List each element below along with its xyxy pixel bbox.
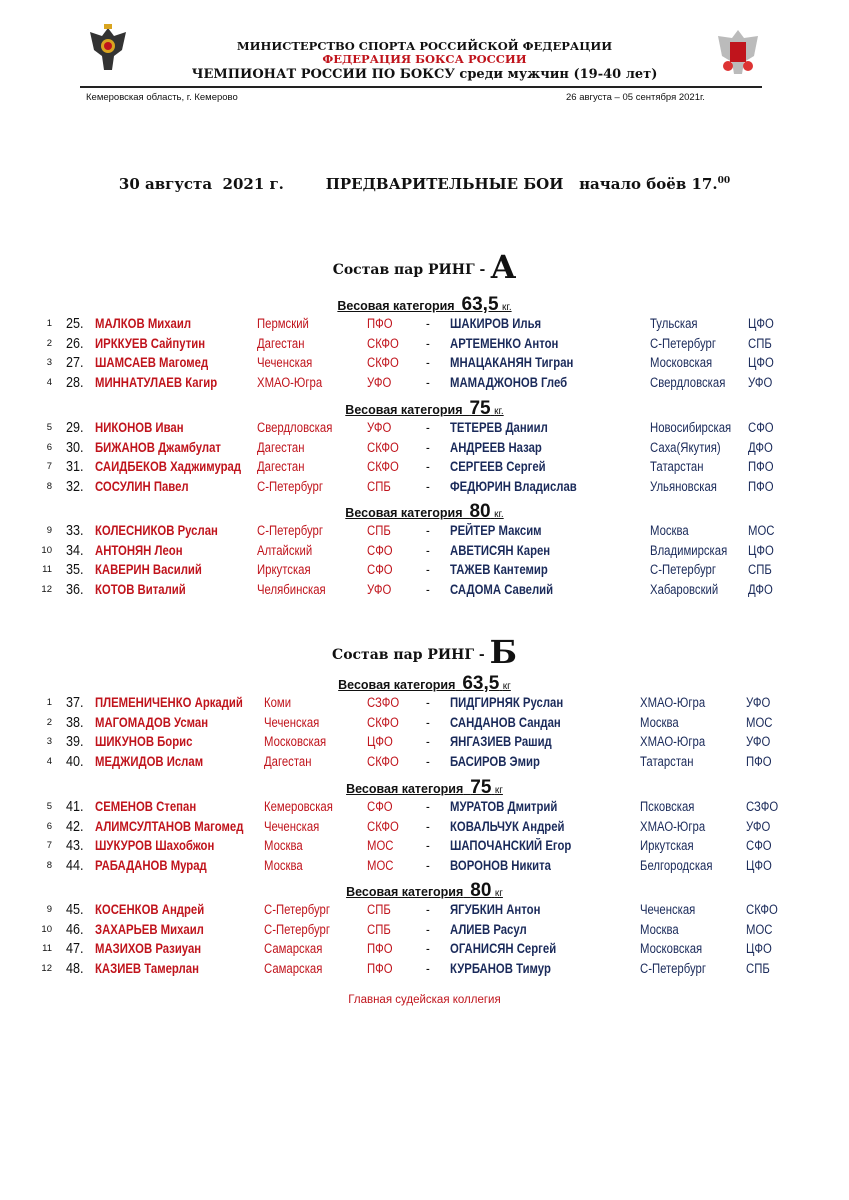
red-corner-district: СКФО <box>367 818 399 834</box>
row-index: 8 <box>46 859 52 871</box>
blue-corner-region: Псковская <box>640 799 695 814</box>
blue-corner-district: УФО <box>748 374 773 390</box>
red-corner-district: УФО <box>367 420 392 435</box>
bout-row <box>0 752 849 771</box>
bout-row <box>0 732 849 751</box>
red-corner-district: СКФО <box>367 714 399 730</box>
versus-dash: - <box>426 562 430 577</box>
blue-corner-district: УФО <box>746 734 771 749</box>
bout-row <box>0 856 849 875</box>
blue-corner-region: С-Петербург <box>650 335 716 351</box>
bout-row <box>0 580 849 599</box>
event-dates: 26 августа – 05 сентября 2021г. <box>566 92 705 103</box>
bout-number: 30. <box>66 438 84 456</box>
blue-corner-district: ПФО <box>748 478 774 494</box>
blue-corner-name: МУРАТОВ Дмитрий <box>450 799 558 814</box>
versus-dash: - <box>426 799 430 814</box>
blue-corner-name: МНАЦАКАНЯН Тигран <box>450 355 574 370</box>
category-unit: кг <box>494 785 503 796</box>
ring-letter: Б <box>489 633 517 671</box>
red-corner-region: Дагестан <box>257 439 305 455</box>
red-corner-name: КАЗИЕВ Тамерлан <box>95 960 199 976</box>
day-stage: ПРЕДВАРИТЕЛЬНЫЕ БОИ <box>325 175 564 193</box>
category-unit: кг. <box>494 406 504 417</box>
bout-number: 40. <box>66 752 84 770</box>
red-corner-name: ШУКУРОВ Шахобжон <box>95 838 215 853</box>
blue-corner-region: Московская <box>650 355 713 370</box>
bout-number: 38. <box>66 713 84 731</box>
blue-corner-district: СКФО <box>746 902 778 917</box>
blue-corner-name: ЯНГАЗИЕВ Рашид <box>450 734 552 749</box>
versus-dash: - <box>426 753 430 769</box>
versus-dash: - <box>426 941 430 956</box>
bout-row <box>0 939 849 958</box>
red-corner-district: СФО <box>367 542 393 558</box>
bout-row <box>0 438 849 457</box>
bout-row <box>0 693 849 712</box>
blue-corner-name: КОВАЛЬЧУК Андрей <box>450 818 565 834</box>
weight-category-heading <box>0 294 849 314</box>
bout-row <box>0 521 849 540</box>
red-corner-name: САИДБЕКОВ Хаджимурад <box>95 459 242 474</box>
red-corner-name: БИЖАНОВ Джамбулат <box>95 439 221 455</box>
red-corner-name: КОЛЕСНИКОВ Руслан <box>95 523 218 538</box>
ring-heading <box>0 633 849 671</box>
red-corner-region: Москва <box>264 838 303 853</box>
category-label: Весовая категория <box>345 506 463 520</box>
red-corner-region: Самарская <box>264 941 323 956</box>
blue-corner-region: Татарстан <box>640 753 694 769</box>
row-index: 7 <box>46 840 52 851</box>
row-index: 2 <box>46 716 52 728</box>
row-index: 10 <box>41 544 52 556</box>
championship-title: ЧЕМПИОНАТ РОССИИ ПО БОКСУ среди мужчин (19-40 лет) <box>191 67 658 82</box>
row-index: 5 <box>46 422 52 433</box>
bout-number: 29. <box>66 419 84 436</box>
red-corner-district: ПФО <box>367 316 393 331</box>
blue-corner-district: СПБ <box>746 960 770 976</box>
blue-corner-name: АЛИЕВ Расул <box>450 921 527 937</box>
blue-corner-region: ХМАО-Югра <box>640 695 706 710</box>
blue-corner-name: РЕЙТЕР Максим <box>450 523 542 538</box>
red-corner-name: АЛИМСУЛТАНОВ Магомед <box>95 818 244 834</box>
red-corner-name: СОСУЛИН Павел <box>95 478 189 494</box>
red-corner-region: Дагестан <box>257 335 305 351</box>
red-corner-district: СФО <box>367 799 393 814</box>
versus-dash: - <box>426 374 430 390</box>
blue-corner-region: Москва <box>640 921 679 937</box>
blue-corner-district: СЗФО <box>746 799 779 814</box>
red-corner-region: Чеченская <box>264 714 320 730</box>
category-label: Весовая категория <box>345 403 463 417</box>
red-corner-name: МЕДЖИДОВ Ислам <box>95 753 204 769</box>
bout-row <box>0 418 849 437</box>
row-index: 6 <box>46 820 52 832</box>
blue-corner-region: Москва <box>640 714 679 730</box>
blue-corner-district: ДФО <box>748 439 773 455</box>
bout-row <box>0 900 849 919</box>
red-corner-region: ХМАО-Югра <box>257 374 323 390</box>
bout-number: 41. <box>66 798 84 815</box>
weight-category-heading <box>0 398 849 418</box>
blue-corner-name: ЯГУБКИН Антон <box>450 902 541 917</box>
red-corner-name: МАГОМАДОВ Усман <box>95 714 209 730</box>
versus-dash: - <box>426 335 430 351</box>
red-corner-region: Дагестан <box>257 459 305 474</box>
bout-number: 35. <box>66 561 84 578</box>
ring-title: Состав пар РИНГ - <box>332 262 486 278</box>
blue-corner-region: Новосибирская <box>650 420 732 435</box>
weight-category-heading <box>0 880 849 900</box>
bout-number: 27. <box>66 354 84 371</box>
blue-corner-name: ШАКИРОВ Илья <box>450 316 542 331</box>
start-time-minutes: 00 <box>717 176 731 186</box>
category-label: Весовая категория <box>337 299 455 313</box>
blue-corner-name: ШАПОЧАНСКИЙ Егор <box>450 838 572 853</box>
versus-dash: - <box>426 960 430 976</box>
category-weight: 63,5 <box>461 294 499 315</box>
blue-corner-name: МАМАДЖОНОВ Глеб <box>450 374 568 390</box>
red-corner-region: С-Петербург <box>257 478 323 494</box>
red-corner-name: АНТОНЯН Леон <box>95 542 183 558</box>
blue-corner-region: Хабаровский <box>650 581 719 597</box>
row-index: 8 <box>46 480 52 492</box>
red-corner-region: Самарская <box>264 960 323 976</box>
bout-number: 42. <box>66 817 84 835</box>
blue-corner-district: УФО <box>746 695 771 710</box>
row-index: 1 <box>46 318 52 329</box>
bout-number: 45. <box>66 901 84 918</box>
bout-number: 28. <box>66 373 84 391</box>
category-weight: 63,5 <box>462 673 500 694</box>
red-corner-name: МАЗИХОВ Разиуан <box>95 941 202 956</box>
red-corner-district: СПБ <box>367 921 391 937</box>
bout-row <box>0 373 849 392</box>
red-corner-district: СФО <box>367 562 393 577</box>
row-index: 2 <box>46 337 52 349</box>
row-index: 7 <box>46 461 52 472</box>
blue-corner-name: АРТЕМЕНКО Антон <box>450 335 559 351</box>
red-corner-region: Кемеровская <box>264 799 333 814</box>
event-location: Кемеровская область, г. Кемерово <box>86 92 238 103</box>
row-index: 5 <box>46 801 52 812</box>
bout-row <box>0 477 849 496</box>
blue-corner-region: ХМАО-Югра <box>640 818 706 834</box>
weight-category-heading <box>0 501 849 521</box>
red-corner-region: Чеченская <box>264 818 320 834</box>
blue-corner-region: Иркутская <box>640 838 694 853</box>
ring-heading <box>0 248 849 286</box>
red-corner-district: МОС <box>367 857 394 873</box>
versus-dash: - <box>426 838 430 853</box>
blue-corner-district: ЦФО <box>746 941 772 956</box>
blue-corner-district: ДФО <box>748 581 773 597</box>
versus-dash: - <box>426 355 430 370</box>
blue-corner-region: Ульяновская <box>650 478 717 494</box>
blue-corner-district: СФО <box>746 838 772 853</box>
red-corner-name: КОТОВ Виталий <box>95 581 186 597</box>
red-corner-region: Московская <box>264 734 327 749</box>
red-corner-district: СКФО <box>367 753 399 769</box>
blue-corner-name: САДОМА Савелий <box>450 581 554 597</box>
versus-dash: - <box>426 714 430 730</box>
red-corner-name: НИКОНОВ Иван <box>95 420 184 435</box>
versus-dash: - <box>426 542 430 558</box>
red-corner-name: МИННАТУЛАЕВ Кагир <box>95 374 218 390</box>
versus-dash: - <box>426 902 430 917</box>
row-index: 9 <box>46 904 52 915</box>
start-time: начало боёв 17. <box>579 175 718 193</box>
blue-corner-district: ЦФО <box>748 355 774 370</box>
blue-corner-district: ЦФО <box>748 542 774 558</box>
bout-number: 39. <box>66 733 84 750</box>
red-corner-region: Дагестан <box>264 753 312 769</box>
row-index: 4 <box>46 755 52 767</box>
bout-number: 47. <box>66 940 84 957</box>
blue-corner-name: ФЕДЮРИН Владислав <box>450 478 577 494</box>
red-corner-district: ЦФО <box>367 734 393 749</box>
bout-row <box>0 560 849 579</box>
row-index: 3 <box>46 357 52 368</box>
bout-row <box>0 920 849 939</box>
blue-corner-name: АВЕТИСЯН Карен <box>450 542 551 558</box>
red-corner-name: СЕМЕНОВ Степан <box>95 799 197 814</box>
category-weight: 80 <box>469 501 491 522</box>
bout-row <box>0 541 849 560</box>
red-corner-district: МОС <box>367 838 394 853</box>
category-label: Весовая категория <box>338 678 456 692</box>
blue-corner-region: ХМАО-Югра <box>640 734 706 749</box>
category-weight: 75 <box>470 777 492 798</box>
ministry-title: МИНИСТЕРСТВО СПОРТА РОССИЙСКОЙ ФЕДЕРАЦИИ <box>236 39 613 53</box>
red-corner-name: ПЛЕМЕНИЧЕНКО Аркадий <box>95 695 243 710</box>
bout-number: 31. <box>66 458 84 475</box>
blue-corner-district: СПБ <box>748 562 772 577</box>
category-label: Весовая категория <box>346 782 464 796</box>
blue-corner-name: АНДРЕЕВ Назар <box>450 439 542 455</box>
category-weight: 75 <box>469 398 491 419</box>
versus-dash: - <box>426 857 430 873</box>
blue-corner-name: БАСИРОВ Эмир <box>450 753 540 769</box>
red-corner-region: Свердловская <box>257 420 333 435</box>
red-corner-district: СКФО <box>367 335 399 351</box>
bout-number: 34. <box>66 541 84 559</box>
blue-corner-region: С-Петербург <box>650 562 716 577</box>
red-corner-name: ШАМСАЕВ Магомед <box>95 355 209 370</box>
category-unit: кг. <box>494 509 504 520</box>
blue-corner-region: Свердловская <box>650 374 726 390</box>
red-corner-district: СКФО <box>367 355 399 370</box>
versus-dash: - <box>426 734 430 749</box>
versus-dash: - <box>426 921 430 937</box>
blue-corner-name: ОГАНИСЯН Сергей <box>450 941 557 956</box>
bout-number: 46. <box>66 920 84 938</box>
blue-corner-district: МОС <box>746 714 773 730</box>
red-corner-district: ПФО <box>367 941 393 956</box>
blue-corner-district: ЦФО <box>748 316 774 331</box>
blue-corner-region: Москва <box>650 523 689 538</box>
bout-number: 36. <box>66 580 84 598</box>
red-corner-district: УФО <box>367 374 392 390</box>
category-unit: кг <box>502 681 511 692</box>
bout-row <box>0 817 849 836</box>
bout-row <box>0 959 849 978</box>
bout-number: 32. <box>66 477 84 495</box>
blue-corner-name: ТАЖЕВ Кантемир <box>450 562 548 577</box>
chief-jury-label: Главная судейская коллегия <box>348 994 501 1006</box>
blue-corner-region: Тульская <box>650 316 698 331</box>
red-corner-region: Чеченская <box>257 355 313 370</box>
red-corner-district: ПФО <box>367 960 393 976</box>
blue-corner-district: СПБ <box>748 335 772 351</box>
blue-corner-region: Чеченская <box>640 902 696 917</box>
red-corner-region: С-Петербург <box>264 902 330 917</box>
row-index: 9 <box>46 525 52 536</box>
blue-corner-name: ВОРОНОВ Никита <box>450 857 551 873</box>
blue-corner-name: САНДАНОВ Сандан <box>450 714 561 730</box>
red-corner-name: КАВЕРИН Василий <box>95 562 202 577</box>
blue-corner-name: КУРБАНОВ Тимур <box>450 960 551 976</box>
row-index: 11 <box>42 564 52 575</box>
versus-dash: - <box>426 439 430 455</box>
red-corner-region: Пермский <box>257 316 309 331</box>
category-unit: кг. <box>502 302 512 313</box>
blue-corner-district: УФО <box>746 818 771 834</box>
bout-number: 33. <box>66 522 84 539</box>
red-corner-name: ШИКУНОВ Борис <box>95 734 193 749</box>
bout-row <box>0 836 849 855</box>
bout-number: 43. <box>66 837 84 854</box>
red-corner-name: ИРККУЕВ Сайпутин <box>95 335 206 351</box>
bout-row <box>0 314 849 333</box>
red-corner-name: РАБАДАНОВ Мурад <box>95 857 207 873</box>
blue-corner-name: ПИДГИРНЯК Руслан <box>450 695 564 710</box>
red-corner-district: СКФО <box>367 459 399 474</box>
red-corner-district: СПБ <box>367 478 391 494</box>
bout-number: 37. <box>66 694 84 711</box>
red-corner-district: СПБ <box>367 902 391 917</box>
row-index: 1 <box>46 697 52 708</box>
bout-row <box>0 334 849 353</box>
blue-corner-district: МОС <box>746 921 773 937</box>
red-corner-region: Алтайский <box>257 542 313 558</box>
red-corner-region: С-Петербург <box>257 523 323 538</box>
bout-row <box>0 797 849 816</box>
blue-corner-region: Московская <box>640 941 703 956</box>
blue-corner-region: С-Петербург <box>640 960 706 976</box>
row-index: 12 <box>41 583 52 595</box>
bout-number: 48. <box>66 959 84 977</box>
red-corner-region: Коми <box>264 695 292 710</box>
red-corner-name: КОСЕНКОВ Андрей <box>95 902 205 917</box>
red-corner-region: Москва <box>264 857 303 873</box>
red-corner-district: СПБ <box>367 523 391 538</box>
blue-corner-name: СЕРГЕЕВ Сергей <box>450 459 546 474</box>
ring-title: Состав пар РИНГ - <box>332 647 485 663</box>
blue-corner-district: ЦФО <box>746 857 772 873</box>
blue-corner-district: МОС <box>748 523 775 538</box>
red-corner-district: СЗФО <box>367 695 400 710</box>
blue-corner-region: Владимирская <box>650 542 728 558</box>
row-index: 12 <box>41 962 52 974</box>
versus-dash: - <box>426 523 430 538</box>
header-divider <box>80 86 762 88</box>
bout-row <box>0 713 849 732</box>
category-label: Весовая категория <box>346 885 464 899</box>
row-index: 11 <box>42 943 52 954</box>
category-weight: 80 <box>470 880 492 901</box>
category-unit: кг <box>494 888 503 899</box>
bout-row <box>0 353 849 372</box>
red-corner-name: МАЛКОВ Михаил <box>95 316 192 331</box>
red-corner-district: УФО <box>367 581 392 597</box>
row-index: 10 <box>41 923 52 935</box>
versus-dash: - <box>426 420 430 435</box>
weight-category-heading <box>0 777 849 797</box>
row-index: 4 <box>46 376 52 388</box>
bout-number: 25. <box>66 315 84 332</box>
red-corner-region: С-Петербург <box>264 921 330 937</box>
blue-corner-region: Татарстан <box>650 459 704 474</box>
red-corner-name: ЗАХАРЬЕВ Михаил <box>95 921 204 937</box>
bout-number: 44. <box>66 856 84 874</box>
versus-dash: - <box>426 818 430 834</box>
blue-corner-region: Белгородская <box>640 857 713 873</box>
bout-number: 26. <box>66 334 84 352</box>
blue-corner-district: ПФО <box>748 459 774 474</box>
blue-corner-region: Саха(Якутия) <box>650 439 721 455</box>
blue-corner-name: ТЕТЕРЕВ Даниил <box>450 420 548 435</box>
row-index: 6 <box>46 441 52 453</box>
blue-corner-district: ПФО <box>746 753 772 769</box>
weight-category-heading <box>0 673 849 693</box>
versus-dash: - <box>426 581 430 597</box>
red-corner-region: Иркутская <box>257 562 311 577</box>
federation-title: ФЕДЕРАЦИЯ БОКСА РОССИИ <box>322 52 527 66</box>
bout-row <box>0 457 849 476</box>
red-corner-region: Челябинская <box>257 581 326 597</box>
versus-dash: - <box>426 478 430 494</box>
blue-corner-district: СФО <box>748 420 774 435</box>
day-date: 30 августа 2021 г. <box>118 175 284 193</box>
ring-letter: А <box>490 248 517 286</box>
red-corner-district: СКФО <box>367 439 399 455</box>
day-heading <box>0 175 849 193</box>
versus-dash: - <box>426 316 430 331</box>
row-index: 3 <box>46 736 52 747</box>
versus-dash: - <box>426 695 430 710</box>
versus-dash: - <box>426 459 430 474</box>
